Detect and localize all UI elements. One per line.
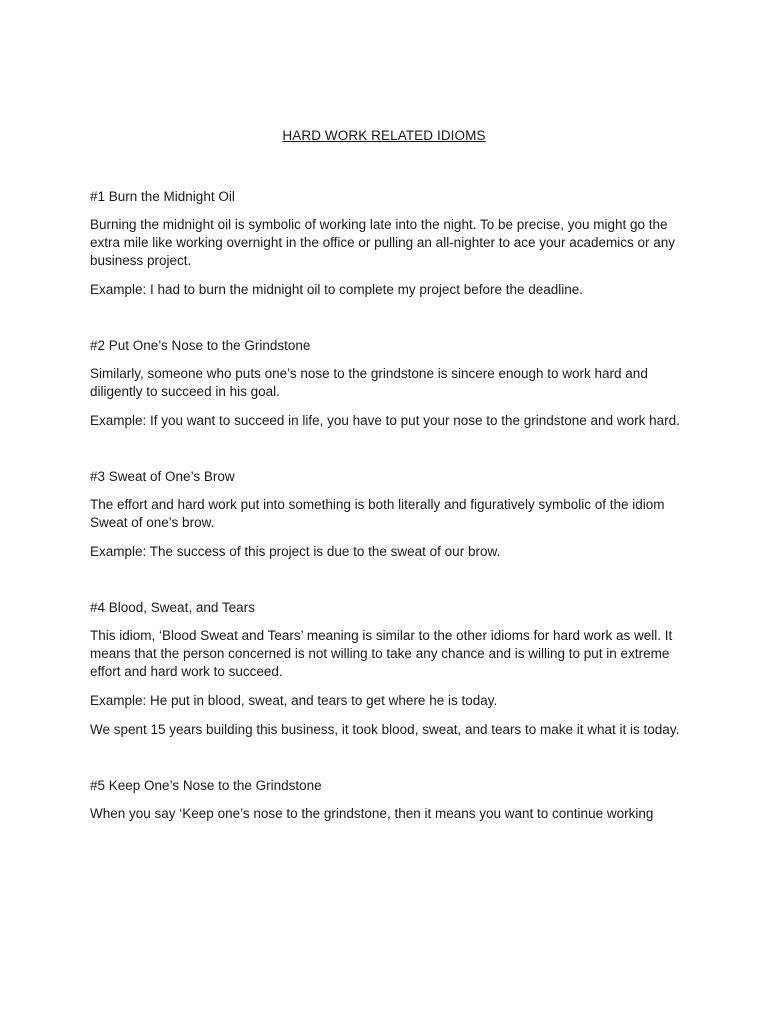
document-body bbox=[90, 188, 690, 823]
idiom-section bbox=[90, 337, 690, 430]
section-example: We spent 15 years building this business, it took blood, sweat, and tears to make it what it is today. bbox=[90, 722, 680, 737]
section-paragraph: When you say ‘Keep one’s nose to the grindstone, then it means you want to continue working bbox=[90, 806, 654, 821]
section-heading: #2 Put One’s Nose to the Grindstone bbox=[90, 338, 311, 353]
idiom-section bbox=[90, 468, 690, 561]
document-title: HARD WORK RELATED IDIOMS bbox=[282, 128, 486, 143]
section-heading: #4 Blood, Sweat, and Tears bbox=[90, 600, 255, 615]
section-paragraph: Similarly, someone who puts one’s nose to the grindstone is sincere enough to work hard and diligently to succeed in his goal. bbox=[90, 366, 648, 399]
idiom-section bbox=[90, 599, 690, 739]
section-example: Example: The success of this project is due to the sweat of our brow. bbox=[90, 544, 501, 559]
section-heading: #1 Burn the Midnight Oil bbox=[90, 189, 235, 204]
section-example: Example: He put in blood, sweat, and tears to get where he is today. bbox=[90, 693, 498, 708]
idiom-section bbox=[90, 777, 690, 823]
section-paragraph: Burning the midnight oil is symbolic of working late into the night. To be precise, you might go the extra mile like working overnight in the office or pulling an all-nighter to ace your academics or any business project. bbox=[90, 217, 676, 268]
section-example: Example: If you want to succeed in life, you have to put your nose to the grindstone and work hard. bbox=[90, 413, 680, 428]
section-paragraph: The effort and hard work put into something is both literally and figuratively symbolic of the idiom Sweat of one’s brow. bbox=[90, 497, 665, 530]
section-example: Example: I had to burn the midnight oil to complete my project before the deadline. bbox=[90, 282, 584, 297]
section-heading: #5 Keep One’s Nose to the Grindstone bbox=[90, 778, 322, 793]
idiom-section bbox=[90, 188, 690, 299]
section-paragraph: This idiom, ‘Blood Sweat and Tears’ meaning is similar to the other idioms for hard work as well. It means that the person concerned is not willing to take any chance and is willing to put in extreme effort and hard work to succeed. bbox=[90, 628, 673, 679]
section-heading: #3 Sweat of One’s Brow bbox=[90, 469, 235, 484]
